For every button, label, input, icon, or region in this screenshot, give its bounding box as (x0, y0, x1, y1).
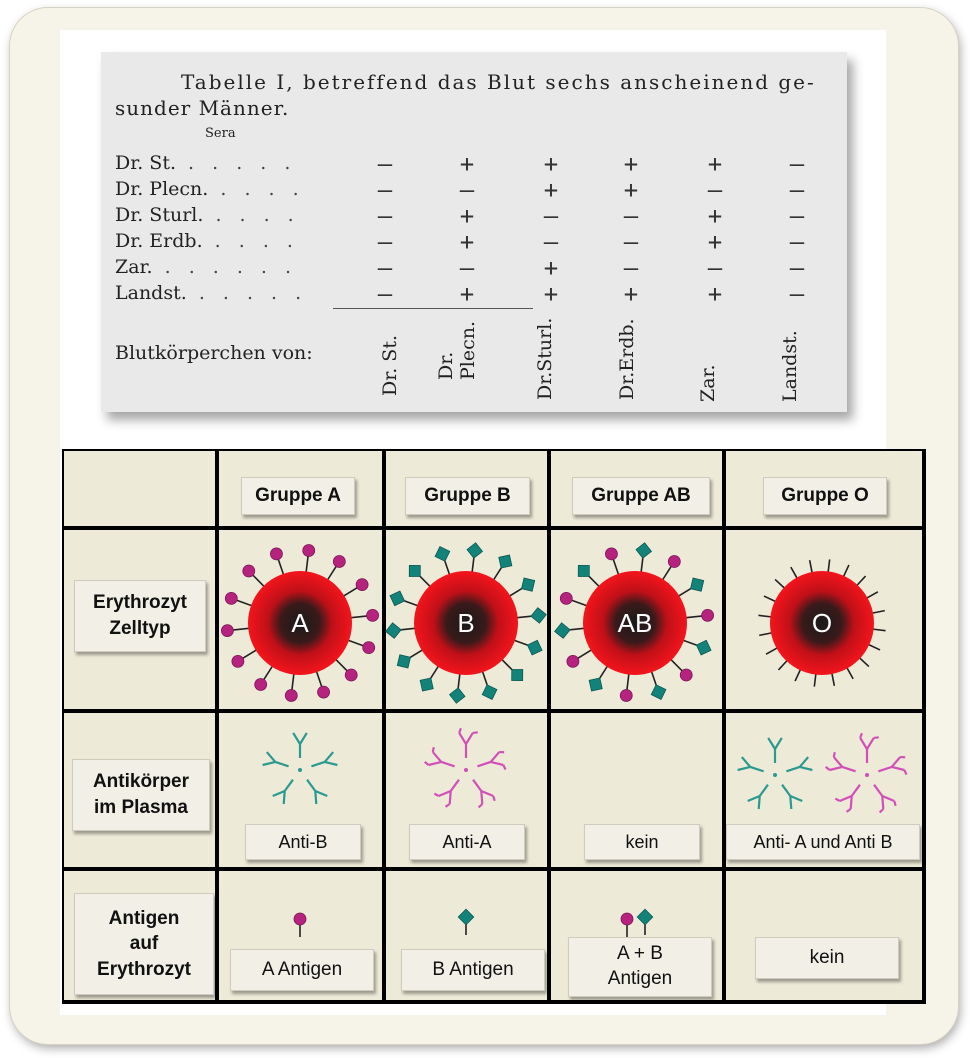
scan-sign: — (543, 228, 559, 256)
scan-sign: — (377, 150, 393, 178)
antigen-stalk (252, 575, 265, 588)
scan-row: Zar. . . . . . . (115, 256, 298, 278)
scan-title-cont: sunder Männer. (115, 96, 290, 120)
label-kein-antigen: kein (755, 937, 899, 979)
scan-sign: — (623, 254, 639, 282)
antigen-b-icon (499, 555, 512, 568)
antigen-a-icon (285, 689, 297, 701)
antigen-stalk (236, 600, 253, 606)
antigen-stalk (327, 566, 337, 581)
scan-sign: — (707, 176, 723, 204)
label-a-antigen: A Antigen (230, 949, 374, 991)
scan-sign: + (459, 202, 475, 230)
label-anti-b: Anti-B (245, 824, 361, 860)
antigen-stalk (613, 559, 619, 576)
scan-sign: + (707, 202, 723, 230)
antigen-b-icon (555, 623, 570, 638)
antigen-a-icon (668, 555, 680, 567)
scan-sign: — (623, 202, 639, 230)
antigen-b-icon (409, 565, 420, 576)
antigen-b-icon (690, 578, 703, 591)
antigen-a-icon (303, 545, 315, 557)
antigen-stalk (278, 559, 284, 576)
row-label-antikoerper: Antikörper im Plasma (72, 759, 210, 831)
cell-type-letter: O (811, 608, 833, 638)
antibody-anti-a-icon (826, 733, 907, 812)
antigen-b-icon (390, 591, 405, 606)
header-gruppe-b: Gruppe B (405, 477, 530, 515)
antigen-a-icon (680, 669, 692, 681)
scan-col-label: Zar. (697, 364, 719, 402)
antigen-stalk (759, 633, 773, 636)
antigen-a-icon (605, 548, 617, 560)
antigen-stalk (316, 670, 322, 687)
scan-col-label: Dr. St. (379, 335, 401, 396)
antigen-b-icon (512, 669, 523, 680)
antigen-b-icon (397, 655, 410, 668)
antigen-a-icon (367, 609, 379, 621)
antigen-a-icon (620, 689, 632, 701)
scan-sign: + (459, 280, 475, 308)
scan-sign: — (789, 280, 805, 308)
scan-col-label: Landst. (779, 330, 801, 402)
antigen-stalk (778, 660, 788, 670)
antigen-stalk (335, 659, 348, 672)
antigen-stalk (791, 567, 798, 579)
antigen-a-icon (318, 686, 330, 698)
antigen-stalk (242, 649, 257, 658)
label-anti-a: Anti-A (409, 824, 525, 860)
scan-sign: + (707, 228, 723, 256)
antigen-b-icon (521, 578, 534, 591)
antigen-b-icon (696, 640, 711, 655)
antigen-b-icon (637, 909, 653, 935)
scan-col-label: Dr.Sturl. (534, 317, 556, 400)
header-gruppe-ab: Gruppe AB (572, 477, 710, 515)
antigen-b-icon (589, 678, 602, 691)
scan-sign: — (707, 254, 723, 282)
label-a-b-antigen: A + B Antigen (568, 937, 712, 997)
scan-sign: — (377, 254, 393, 282)
cell-type-letter: B (457, 608, 475, 638)
antigen-a-icon (225, 592, 237, 604)
antigen-stalk (832, 672, 835, 686)
antigen-stalk (775, 579, 785, 589)
antigen-stalk (867, 644, 880, 650)
antigen-stalk (766, 647, 778, 654)
antigen-a-icon (356, 579, 368, 591)
antigen-a-icon (255, 679, 267, 691)
antigen-b-icon (420, 678, 433, 691)
antigen-stalk (795, 668, 801, 681)
antigen-stalk (814, 673, 816, 687)
scan-row: Dr. Erdb. . . . . (115, 230, 299, 252)
antigen-b-icon (482, 685, 497, 700)
scan-sign: + (543, 150, 559, 178)
erythrocyte-b (386, 543, 547, 703)
scan-sign: — (377, 280, 393, 308)
antigen-stalk (292, 673, 294, 691)
antigen-stalk (866, 592, 878, 599)
antigen-b-icon (527, 640, 542, 655)
scan-sign: — (789, 254, 805, 282)
antigen-stalk (571, 600, 588, 606)
antigen-a-icon (294, 913, 306, 937)
antigen-b-icon (531, 608, 546, 623)
scan-sign: — (789, 228, 805, 256)
scan-sign: + (543, 254, 559, 282)
antigen-a-icon (333, 555, 345, 567)
antigen-stalk (859, 657, 869, 667)
scan-row: Landst. . . . . . (115, 282, 308, 304)
antigen-stalk (306, 555, 308, 573)
antigen-stalk (343, 587, 358, 596)
antigen-stalk (843, 565, 849, 578)
cell-type-letter: A (291, 608, 309, 638)
scan-title: Tabelle I, betreffend das Blut sechs anscheinend ge- (181, 70, 816, 94)
scan-col-label: Dr. (435, 351, 457, 380)
antigen-stalk (871, 611, 885, 614)
erythrocyte-a (221, 545, 378, 702)
scan-sign: + (623, 150, 639, 178)
scan-sign: — (377, 202, 393, 230)
antigen-b-icon (450, 688, 465, 703)
scan-sign: — (623, 228, 639, 256)
antigen-stalk (856, 576, 866, 586)
antigen-stalk (810, 560, 813, 574)
antigen-a-icon (345, 669, 357, 681)
antigen-a-icon (702, 609, 714, 621)
antigen-stalk (758, 615, 772, 617)
scan-sign: + (543, 176, 559, 204)
scan-sign: — (377, 176, 393, 204)
blut-label: Blutkörperchen von: (115, 342, 313, 364)
scan-sign: — (789, 176, 805, 204)
scan-sign: + (459, 228, 475, 256)
antigen-stalk (828, 559, 830, 573)
scan-sign: + (543, 280, 559, 308)
antigen-stalk (232, 628, 250, 630)
antigen-stalk (685, 616, 703, 618)
scan-sign: — (789, 150, 805, 178)
header-gruppe-o: Gruppe O (763, 477, 887, 515)
antigen-b-icon (467, 543, 482, 558)
erythrocyte-ab (555, 543, 714, 702)
scan-sign: — (377, 228, 393, 256)
antigen-stalk (347, 640, 364, 646)
antigen-stalk (263, 665, 273, 680)
antigen-stalk (350, 616, 368, 618)
scan-row: Dr. St. . . . . . (115, 152, 297, 174)
antigen-a-icon (232, 655, 244, 667)
scan-sign: + (623, 176, 639, 204)
scan-sign: — (789, 202, 805, 230)
label-b-antigen: B Antigen (401, 949, 545, 991)
scan-row: Dr. Plecn. . . . . (115, 178, 305, 200)
label-anti-a-und-anti-b: Anti- A und Anti B (726, 824, 920, 860)
header-gruppe-a: Gruppe A (241, 477, 355, 515)
scan-row: Dr. Sturl. . . . . (115, 204, 300, 226)
scan-sign: + (707, 150, 723, 178)
antigen-stalk (846, 667, 853, 679)
scan-sign: + (707, 280, 723, 308)
antigen-b-icon (578, 565, 589, 576)
erythrocyte-o (758, 559, 885, 686)
antigen-stalk (662, 566, 672, 581)
label-kein-antibody: kein (584, 824, 700, 860)
antigen-stalk (872, 629, 886, 631)
scan-sign: — (543, 202, 559, 230)
scan-col-label: Plecn. (457, 320, 479, 380)
antigen-stalk (670, 659, 683, 672)
scan-col-label: Dr.Erdb. (616, 318, 638, 400)
antigen-stalk (577, 649, 592, 658)
scan-sign: + (623, 280, 639, 308)
antigen-b-icon (636, 543, 651, 558)
antigen-b-icon (435, 547, 450, 562)
scan-sign: — (459, 254, 475, 282)
antigen-a-icon (567, 655, 579, 667)
scan-sign: — (459, 176, 475, 204)
antigen-a-icon (621, 913, 633, 937)
sera-label: Sera (205, 126, 236, 141)
antigen-b-icon (458, 909, 474, 935)
antigen-stalk (627, 673, 629, 691)
scan-sign: + (459, 150, 475, 178)
antibody-anti-b-icon (263, 733, 338, 804)
antibody-anti-a-icon (425, 728, 506, 807)
antigen-a-icon (560, 592, 572, 604)
antibody-anti-b-icon (738, 738, 813, 809)
antigen-a-icon (363, 642, 375, 654)
cell-type-letter: AB (617, 608, 653, 638)
antigen-a-icon (270, 548, 282, 560)
row-label-erythrozyt: Erythrozyt Zelltyp (74, 580, 206, 652)
antigen-stalk (764, 596, 777, 602)
antigen-a-icon (243, 565, 255, 577)
row-label-antigen: Antigen auf Erythrozyt (74, 893, 214, 995)
antigen-a-icon (221, 625, 233, 637)
antigen-b-icon (386, 623, 401, 638)
antigen-b-icon (651, 685, 666, 700)
